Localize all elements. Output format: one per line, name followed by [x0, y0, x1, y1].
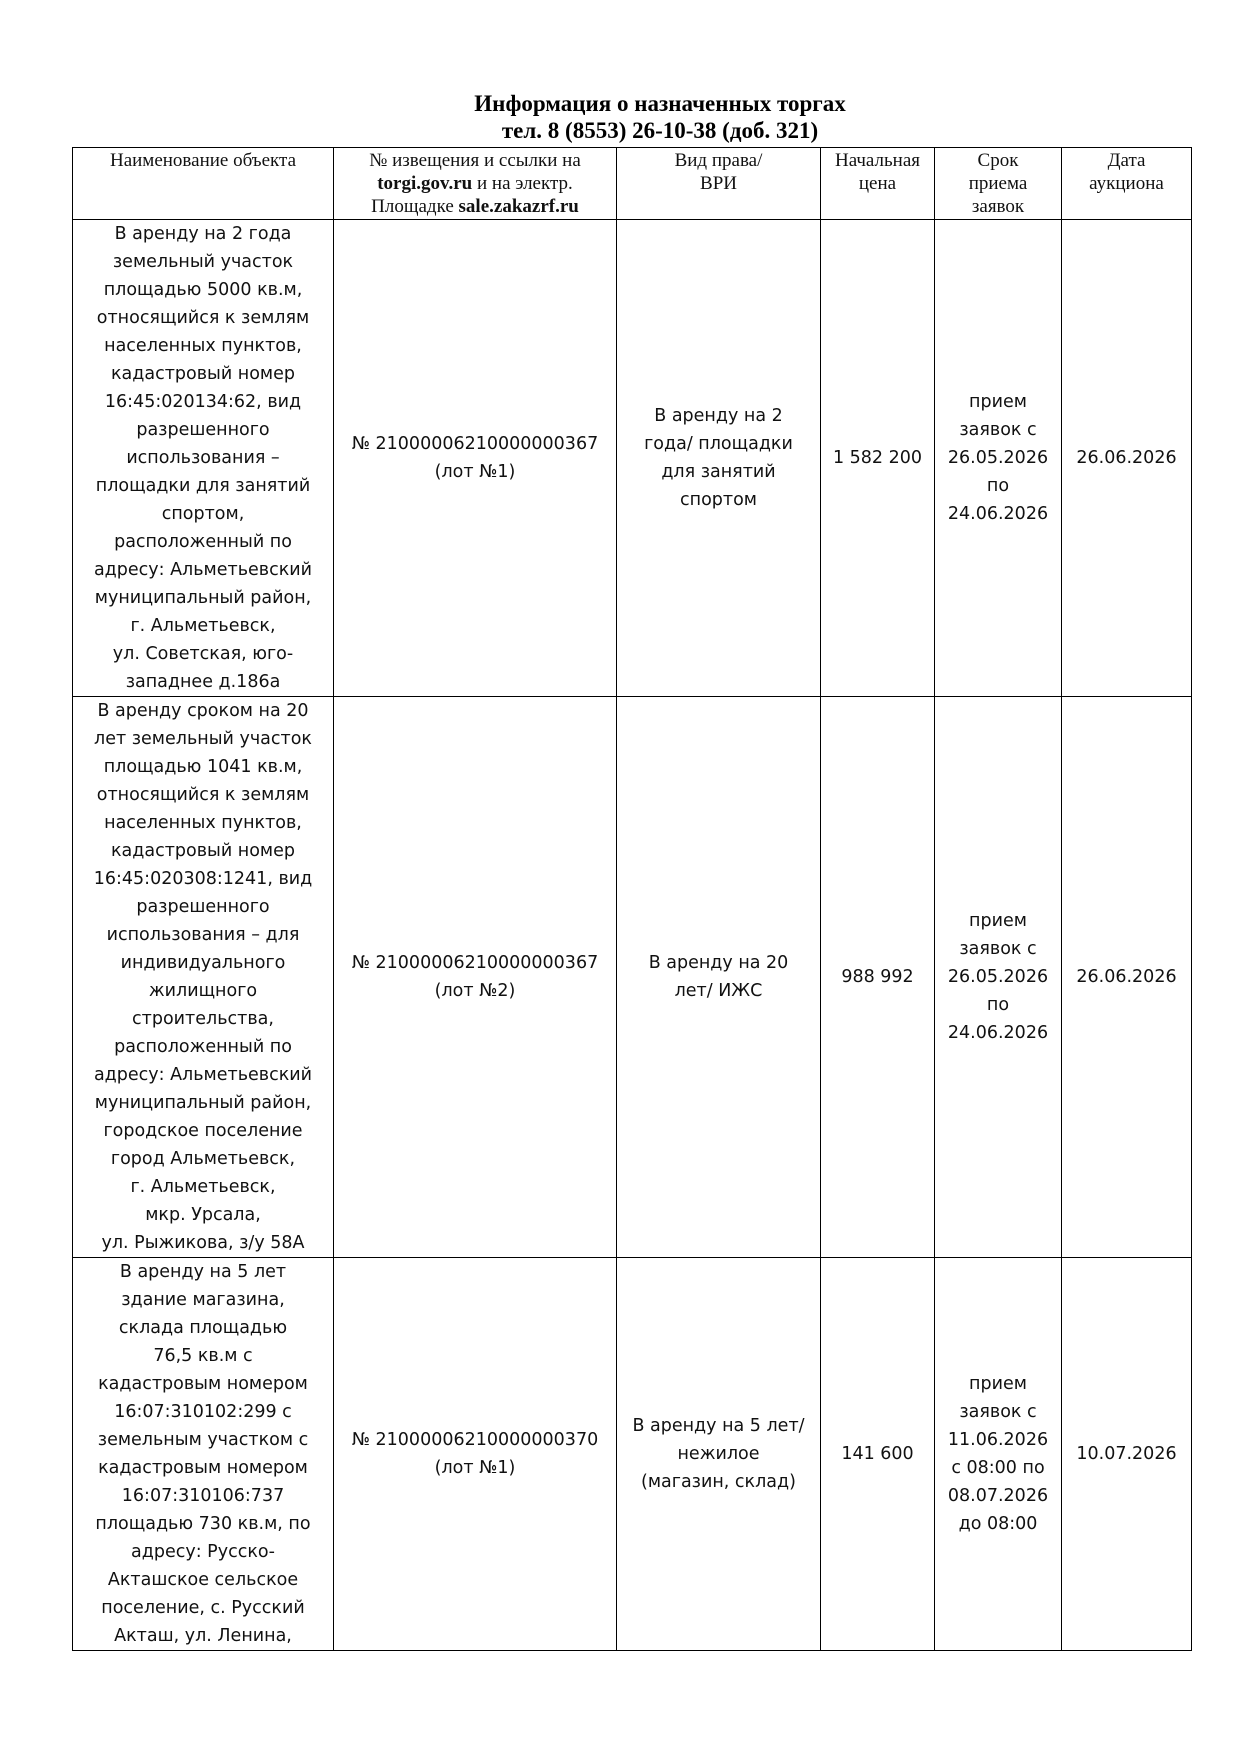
right-type: В аренду на 5 лет/ нежилое (магазин, склад): [617, 1258, 821, 1651]
table-row: [73, 697, 1192, 1258]
object-description: В аренду сроком на 20 лет земельный участок площадью 1041 кв.м, относящийся к землям населенных пунктов, кадастровый номер 16:45:020308:1241, вид разрешенного использования – для индивидуального жилищного строительства, расположенный по адресу: Альметьевский муниципальный район, городское поселение город Альметьевск, г. Альметьевск, мкр. Урсала, ул. Рыжикова, з/у 58А: [73, 697, 334, 1258]
column-header-right: Вид права/ ВРИ: [617, 148, 821, 220]
table-header-row: [73, 148, 1192, 220]
application-period: прием заявок с 11.06.2026 с 08:00 по 08.07.2026 до 08:00: [935, 1258, 1062, 1651]
table-row: [73, 220, 1192, 697]
auction-date: 26.06.2026: [1062, 220, 1192, 697]
application-period: прием заявок с 26.05.2026 по 24.06.2026: [935, 697, 1062, 1258]
torgi-link[interactable]: torgi.gov.ru: [377, 173, 473, 194]
notice-number: № 21000006210000000370 (лот №1): [334, 1258, 617, 1651]
auction-table: [72, 147, 1192, 1651]
right-type: В аренду на 2 года/ площадки для занятий спортом: [617, 220, 821, 697]
object-description: В аренду на 5 лет здание магазина, склада площадью 76,5 кв.м с кадастровым номером 16:07:310102:299 с земельным участком с кадастровым номером 16:07:310106:737 площадью 730 кв.м, по адресу: Русско- Акташское сельское поселение, с. Русский Акташ, ул. Ленина,: [73, 1258, 334, 1651]
object-description: В аренду на 2 года земельный участок площадью 5000 кв.м, относящийся к землям населенных пунктов, кадастровый номер 16:45:020134:62, вид разрешенного использования – площадки для занятий спортом, расположенный по адресу: Альметьевский муниципальный район, г. Альметьевск, ул. Советская, юго- западнее д.186а: [73, 220, 334, 697]
start-price: 1 582 200: [821, 220, 935, 697]
notice-number: № 21000006210000000367 (лот №1): [334, 220, 617, 697]
start-price: 988 992: [821, 697, 935, 1258]
zakazrf-link[interactable]: sale.zakazrf.ru: [458, 196, 579, 217]
application-period: прием заявок с 26.05.2026 по 24.06.2026: [935, 220, 1062, 697]
column-header-auction-date: Дата аукциона: [1062, 148, 1192, 220]
contact-phone: тел. 8 (8553) 26-10-38 (доб. 321): [501, 118, 819, 143]
right-type: В аренду на 20 лет/ ИЖС: [617, 697, 821, 1258]
column-header-price: Начальная цена: [821, 148, 935, 220]
start-price: 141 600: [821, 1258, 935, 1651]
table-row: [73, 1258, 1192, 1651]
notice-number: № 21000006210000000367 (лот №2): [334, 697, 617, 1258]
document-title: Информация о назначенных торгах: [474, 91, 846, 116]
column-header-name: Наименование объекта: [73, 148, 334, 220]
column-header-deadline: Срок приема заявок: [935, 148, 1062, 220]
column-header-notice: № извещения и ссылки на torgi.gov.ru и на электр. Площадке sale.zakazrf.ru: [334, 148, 617, 220]
auction-date: 10.07.2026: [1062, 1258, 1192, 1651]
auction-date: 26.06.2026: [1062, 697, 1192, 1258]
